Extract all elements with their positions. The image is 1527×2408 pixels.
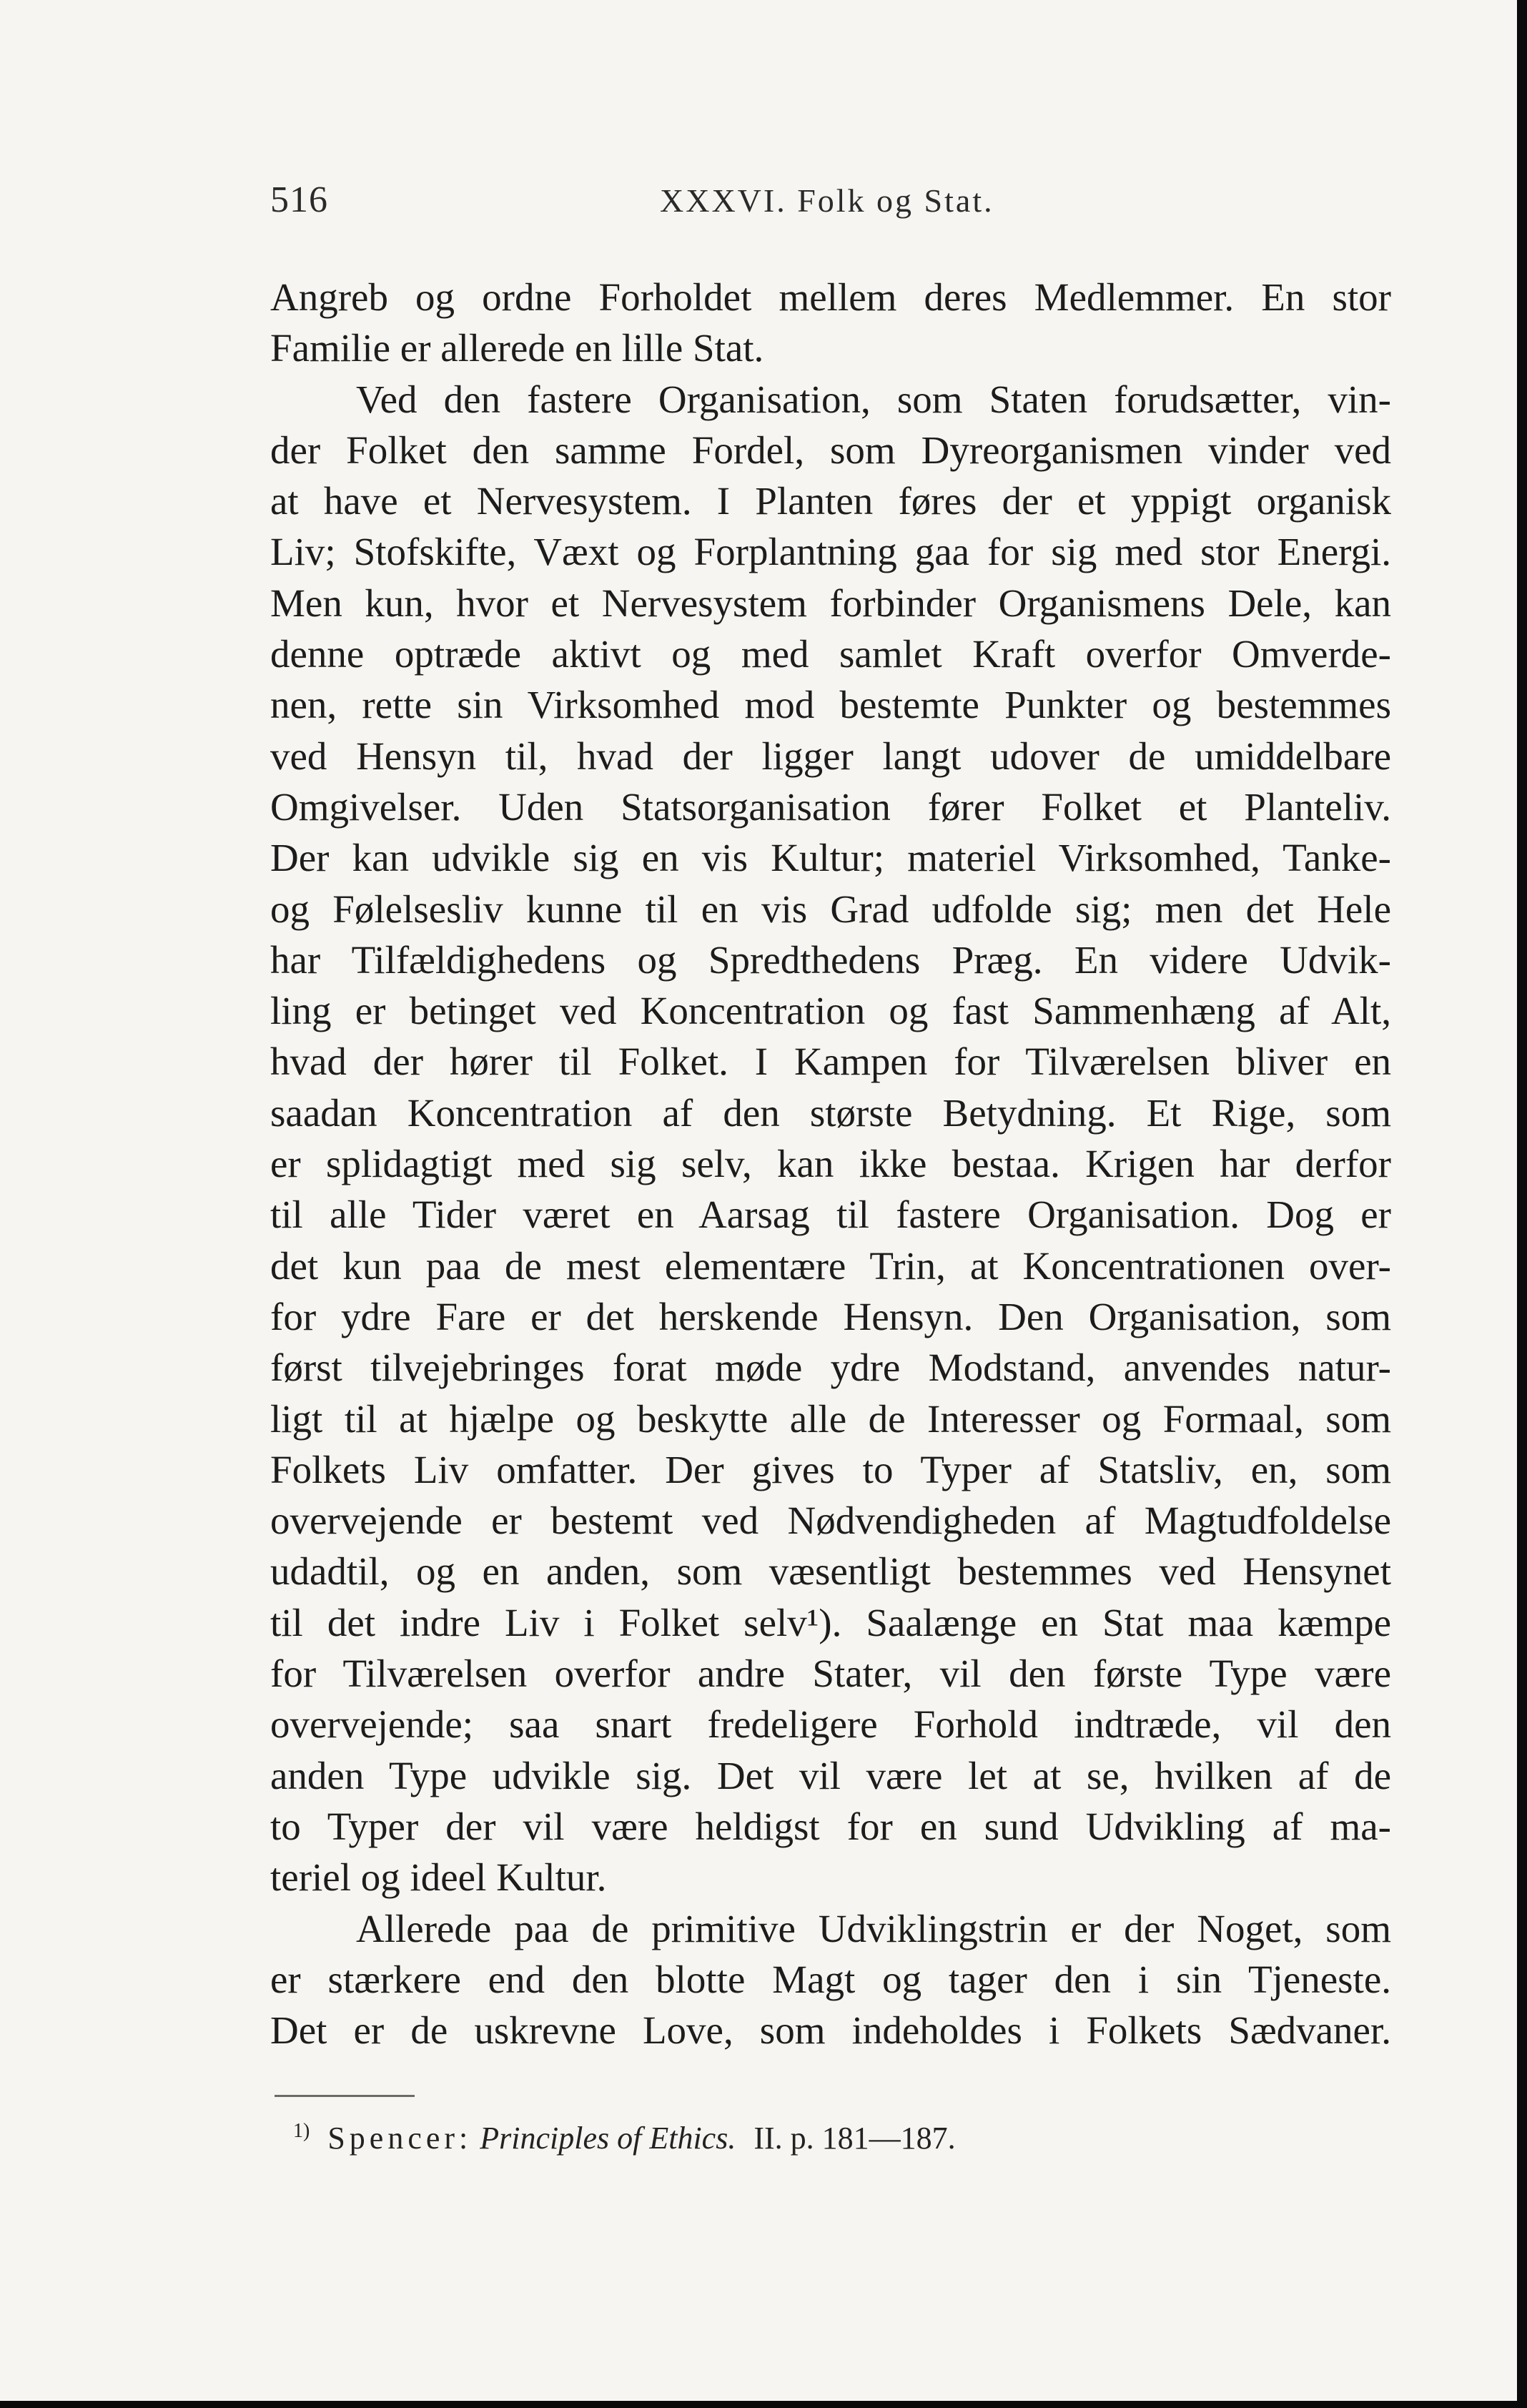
text-line: hvad der hører til Folket. I Kampen for Tilværelsen bliver en [270,1040,1391,1084]
footnote-title: Principles of Ethics. [480,2121,736,2156]
text-line: overvejende er bestemt ved Nødvendigheden af Magtudfoldelse [270,1499,1391,1543]
text-line: nen, rette sin Virksomhed mod bestemte Punkter og bestemmes [270,683,1391,727]
text-line: har Tilfældighedens og Spredthedens Præg. En videre Udvik- [270,937,1391,982]
text-line: Der kan udvikle sig en vis Kultur; materiel Virksomhed, Tanke- [270,836,1391,880]
text-line: teriel og ideel Kultur. [270,1855,607,1900]
text-line: er splidagtigt med sig selv, kan ikke bestaa. Krigen har derfor [270,1142,1391,1186]
footnote-author: Spencer: [327,2121,473,2156]
text-line: for ydre Fare er det herskende Hensyn. Den Organisation, som [270,1294,1391,1338]
text-line: saadan Koncentration af den største Betydning. Et Rige, som [270,1090,1391,1135]
text-line: Angreb og ordne Forholdet mellem deres Medlemmer. En stor [270,275,1391,319]
footnote [293,2120,956,2156]
text-line: anden Type udvikle sig. Det vil være let at se, hvilken af de [270,1753,1391,1797]
running-head [270,179,1381,229]
text-line: to Typer der vil være heldigst for en sund Udvikling af ma- [270,1804,1391,1848]
text-line: Omgivelser. Uden Statsorganisation fører Folket et Planteliv. [270,784,1391,829]
text-line: ling er betinget ved Koncentration og fast Sammenhæng af Alt, [270,989,1391,1033]
footnote-rule [275,2095,415,2097]
text-line: at have et Nervesystem. I Planten føres der et yppigt organisk [270,479,1391,523]
text-line: Ved den fastere Organisation, som Staten forudsætter, vin- [356,377,1391,421]
text-line: udadtil, og en anden, som væsentligt bestemmes ved Hensynet [270,1549,1391,1594]
text-line: det kun paa de mest elementære Trin, at Koncentrationen over- [270,1243,1391,1288]
text-line: Liv; Stofskifte, Væxt og Forplantning gaa for sig med stor Energi. [270,530,1391,574]
text-line: Allerede paa de primitive Udviklingstrin er der Noget, som [356,1906,1391,1950]
text-line: til det indre Liv i Folket selv¹). Saalænge en Stat maa kæmpe [270,1600,1391,1644]
text-line: til alle Tider været en Aarsag til fastere Organisation. Dog er [270,1193,1391,1237]
body-text [270,272,1391,2056]
text-line: denne optræde aktivt og med samlet Kraft overfor Omverde- [270,632,1391,676]
chapter-title: XXXVI. Folk og Stat. [660,182,994,219]
text-line: er stærkere end den blotte Magt og tager den i sin Tjeneste. [270,1957,1391,2001]
text-line: Det er de uskrevne Love, som indeholdes i Folkets Sædvaner. [270,2008,1391,2053]
text-line: ligt til at hjælpe og beskytte alle de Interesser og Formaal, som [270,1396,1391,1441]
text-line: og Følelsesliv kunne til en vis Grad udfolde sig; men det Hele [270,887,1391,931]
text-line: der Folket den samme Fordel, som Dyreorganismen vinder ved [270,428,1391,472]
footnote-marker: 1) [293,2120,310,2143]
text-line: ved Hensyn til, hvad der ligger langt udover de umiddelbare [270,734,1391,778]
text-line: for Tilværelsen overfor andre Stater, vil den første Type være [270,1652,1391,1696]
text-line: Folkets Liv omfatter. Der gives to Typer af Statsliv, en, som [270,1447,1391,1491]
text-line: først tilvejebringes forat møde ydre Modstand, anvendes natur- [270,1346,1391,1390]
page-number: 516 [270,179,328,220]
text-line: Familie er allerede en lille Stat. [270,326,764,370]
text-line: Men kun, hvor et Nervesystem forbinder Organismens Dele, kan [270,581,1391,625]
footnote-reference: II. p. 181—187. [753,2121,956,2156]
text-line: overvejende; saa snart fredeligere Forhold indtræde, vil den [270,1702,1391,1747]
